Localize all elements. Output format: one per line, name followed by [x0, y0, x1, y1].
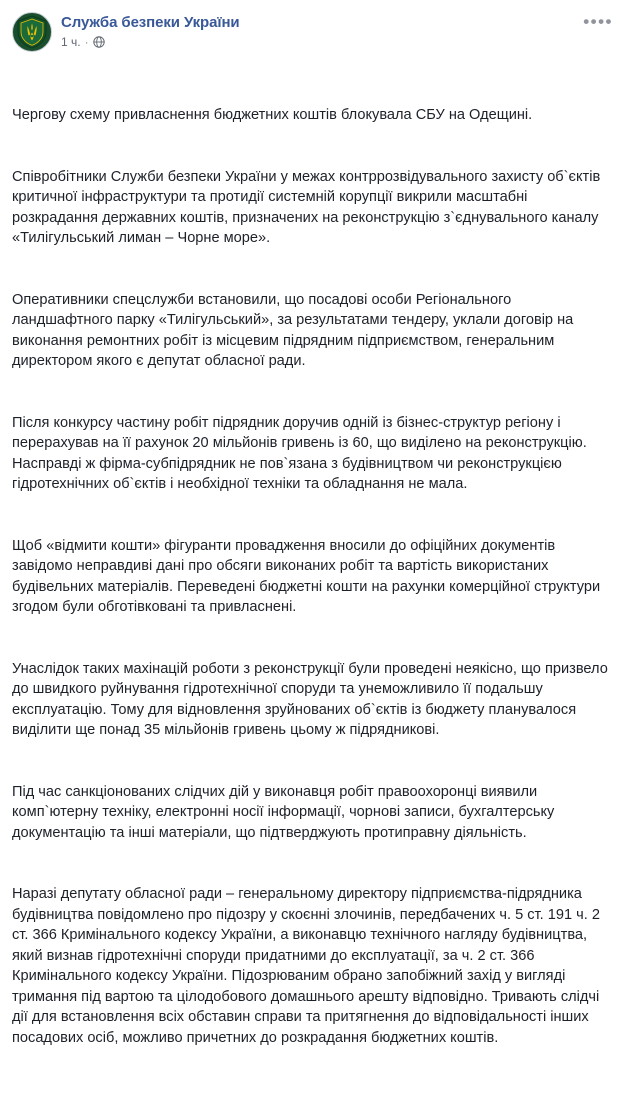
post-paragraph: Щоб «відмити кошти» фігуранти провадження вносили до офіційних документів завідомо неправдиві дані про обсяги виконаних робіт та вартість використаних будівельних матеріалів. Переведені бюджетні кошти на рахунки комерційної структури згодом були обготівковані та привласнені.: [12, 537, 605, 615]
post-message: [0, 52, 626, 1099]
post-paragraph: Співробітники Служби безпеки України у межах контррозвідувального захисту об`єктів критичної інфраструктури та протидії системній корупції викрили масштабні розкрадання державних коштів, призначених на реконструкцію з`єднувального каналу «Тилігульський лиман – Чорне море».: [12, 168, 605, 246]
more-options-label: ••••: [583, 12, 613, 31]
more-options-icon[interactable]: [583, 12, 613, 31]
sbu-emblem-icon: [14, 14, 50, 50]
post-meta: [61, 35, 240, 49]
post-header: [0, 0, 626, 52]
meta-separator: ·: [84, 35, 89, 49]
globe-public-icon[interactable]: [93, 36, 105, 48]
page-name-link[interactable]: Служба безпеки України: [61, 14, 240, 31]
post-header-text: [61, 12, 240, 49]
post-paragraph: Оперативники спецслужби встановили, що посадові особи Регіонального ландшафтного парку «Тилігульський», за результатами тендеру, уклали договір на виконання ремонтних робіт із місцевим підрядним підприємством, генеральним директором якого є депутат обласної ради.: [12, 291, 578, 369]
avatar[interactable]: [12, 12, 52, 52]
post-paragraph: Після конкурсу частину робіт підрядник доручив одній із бізнес-структур регіону і перерахував на її рахунок 20 мільйонів гривень із 60, що виділено на реконструкцію. Насправді ж фірма-субпідрядник не пов`язана з будівництвом чи реконструкцією гідротехнічних об`єктів і необхідної техніки та обладнання не мала.: [12, 414, 591, 492]
post-paragraph: Під час санкціонованих слідчих дій у виконавця робіт правоохоронці виявили комп`ютерну техніку, електронні носії інформації, чорнові записи, бухгалтерську документацію та інші матеріали, що підтверджують протиправну діяльність.: [12, 783, 559, 841]
post-paragraph: Унаслідок таких махінацій роботи з реконструкції були проведені неякісно, що призвело до швидкого руйнування гідротехнічної споруди та унеможливило її подальшу експлуатацію. Тому для відновлення зруйнованих об`єктів із бюджету планувалося виділити ще понад 35 мільйонів гривень цьому ж підрядникові.: [12, 660, 612, 738]
post-timestamp[interactable]: 1 ч.: [61, 35, 81, 49]
post-paragraph: Чергову схему привласнення бюджетних коштів блокувала СБУ на Одещині.: [12, 107, 533, 123]
post-paragraph: Наразі депутату обласної ради – генеральному директору підприємства-підрядника будівництва повідомлено про підозру у скоєнні злочинів, передбачених ч. 5 ст. 191 ч. 2 ст. 366 Кримінального кодексу України, а виконавцю технічного нагляду будівництва, який визнав гідротехнічні споруди придатними до експлуатації, за ч. 2 ст. 366 Кримінального кодексу України. Підозрюваним обрано запобіжний захід у вигляді тримання під вартою та цілодобового домашнього арешту відповідно. Тривають слідчі дії для встановлення всіх обставин справи та притягнення до відповідальності інших посадових осіб, можливо причетних до розкрадання бюджетних коштів.: [12, 886, 605, 1046]
